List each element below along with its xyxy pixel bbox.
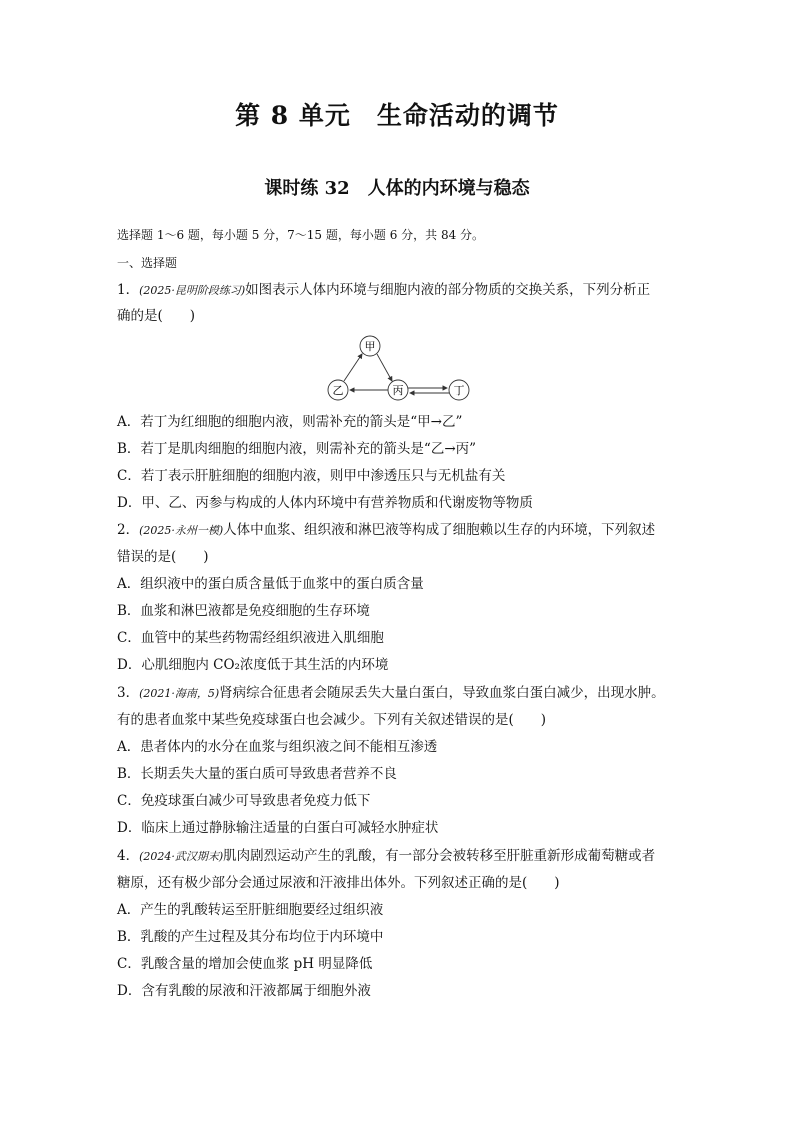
question-number: 4． [117,848,140,864]
q1-option-a: A．若丁为红细胞的细胞内液，则需补充的箭头是“甲→乙” [117,414,463,430]
arrow-yi-to-jia [344,354,362,381]
section-heading: 一、选择题 [117,256,178,270]
question-2-stem [117,520,682,541]
q4-option-b: B．乳酸的产生过程及其分布均位于内环境中 [117,929,384,945]
q2-option-c: C．血管中的某些药物需经组织液进入肌细胞 [117,630,384,646]
question-source: (2025·永州一模) [139,524,224,537]
q1-option-c: C．若丁表示肝脏细胞的细胞内液，则甲中渗透压只与无机盐有关 [117,468,506,484]
node-ding-label: 丁 [453,384,465,397]
question-text: 如图表示人体内环境与细胞内液的部分物质的交换关系，下列分析正 [245,282,651,298]
q2-option-b: B．血浆和淋巴液都是免疫细胞的生存环境 [117,603,370,619]
node-bing-label: 丙 [392,384,404,397]
question-1-stem [117,280,682,301]
question-4-stem-cont: 糖原，还有极少部分会通过尿液和汗液排出体外。下列叙述正确的是( ) [117,875,560,891]
q3-option-a: A．患者体内的水分在血浆与组织液之间不能相互渗透 [117,739,438,755]
question-text: 肾病综合征患者会随尿丢失大量白蛋白，导致血浆白蛋白减少，出现水肿。 [219,685,665,701]
question-number: 2． [117,522,140,538]
lesson-title: 课时练 32 人体的内环境与稳态 [264,178,530,199]
question-3-stem [117,683,682,704]
node-yi-label: 乙 [332,384,344,397]
question-text: 人体中血浆、组织液和淋巴液等构成了细胞赖以生存的内环境，下列叙述 [223,522,656,538]
question-source: (2024·武汉期末) [139,850,224,863]
question-text: 肌肉剧烈运动产生的乳酸，有一部分会被转移至肝脏重新形成葡萄糖或者 [223,848,656,864]
q4-option-a: A．产生的乳酸转运至肝脏细胞要经过组织液 [117,902,384,918]
unit-title: 第 8 单元 生命活动的调节 [235,101,559,130]
exchange-diagram [320,333,470,403]
node-jia-label: 甲 [364,340,376,353]
arrow-jia-to-bing [377,354,392,381]
question-source: (2025·昆明阶段练习) [139,284,246,297]
question-1-stem-cont: 确的是( ) [117,308,196,324]
q2-option-a: A．组织液中的蛋白质含量低于血浆中的蛋白质含量 [117,576,424,592]
q3-option-b: B．长期丢失大量的蛋白质可导致患者营养不良 [117,766,397,782]
q1-option-d: D．甲、乙、丙参与构成的人体内环境中有营养物质和代谢废物等物质 [117,495,533,511]
q1-option-b: B．若丁是肌肉细胞的细胞内液，则需补充的箭头是“乙→丙” [117,441,477,457]
q3-option-c: C．免疫球蛋白减少可导致患者免疫力低下 [117,793,371,809]
instructions: 选择题 1～6 题，每小题 5 分，7～15 题，每小题 6 分，共 84 分。 [117,228,485,242]
question-number: 1． [117,282,140,298]
question-2-stem-cont: 错误的是( ) [117,549,209,565]
q4-option-d: D．含有乳酸的尿液和汗液都属于细胞外液 [117,983,371,999]
q4-option-c: C．乳酸含量的增加会使血浆 pH 明显降低 [117,956,373,972]
question-4-stem [117,846,682,867]
question-3-stem-cont: 有的患者血浆中某些免疫球蛋白也会减少。下列有关叙述错误的是( ) [117,712,547,728]
question-source: (2021·海南，5) [139,687,220,700]
question-number: 3． [117,685,140,701]
q2-option-d: D．心肌细胞内 CO₂浓度低于其生活的内环境 [117,657,389,673]
q3-option-d: D．临床上通过静脉输注适量的白蛋白可减轻水肿症状 [117,820,439,836]
